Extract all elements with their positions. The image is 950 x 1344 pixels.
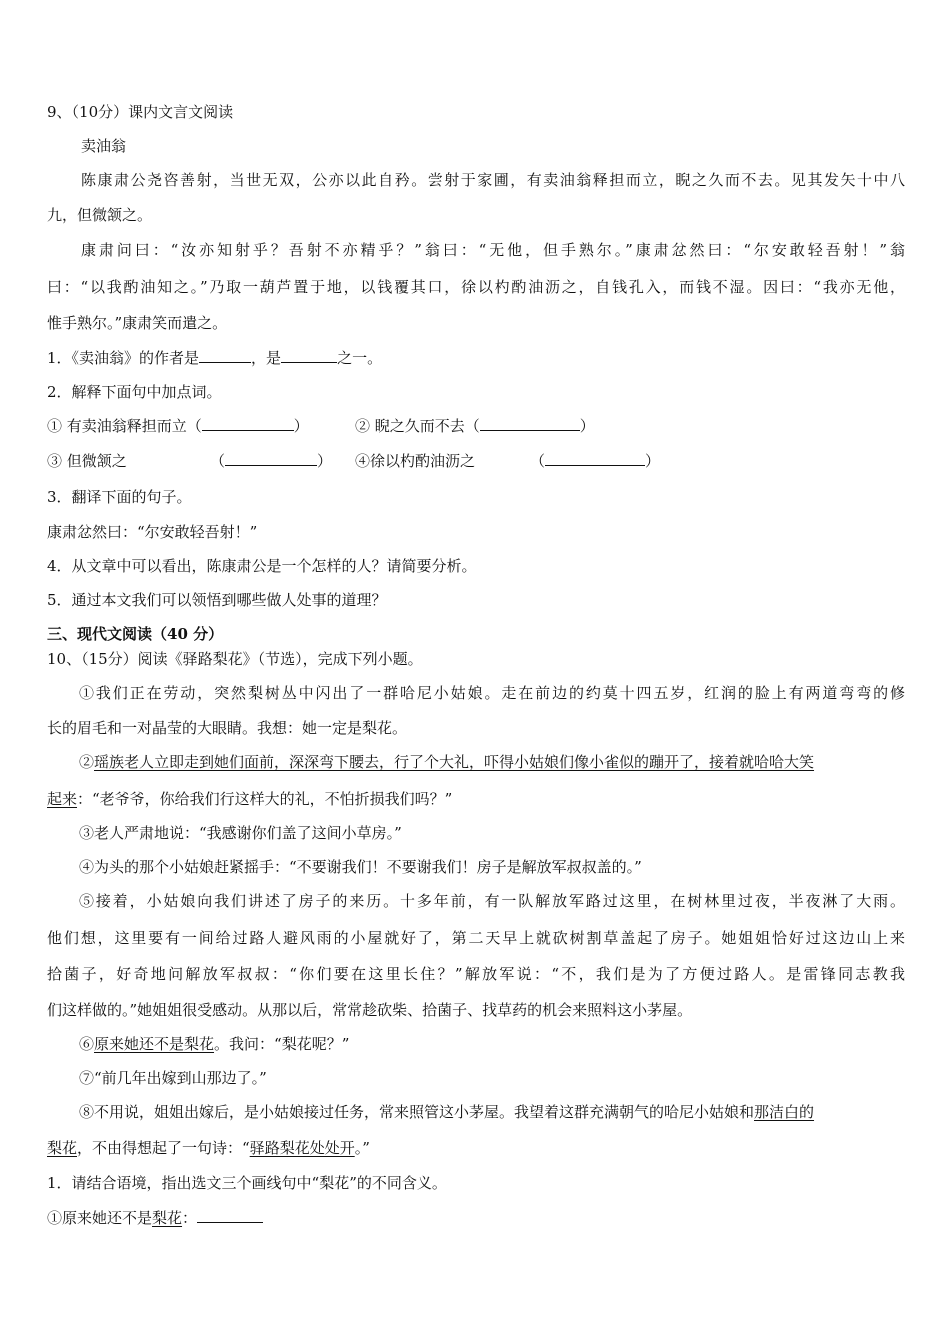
item3-blank[interactable]: [225, 451, 317, 466]
item4-open: （: [530, 452, 546, 470]
item1-blank[interactable]: [202, 416, 294, 431]
q10-answer1: [47, 1208, 263, 1228]
sub1-text-b: ，是: [251, 349, 282, 367]
passage-title: 卖油翁: [81, 137, 127, 155]
q10-para1-line1: ①我们正在劳动，突然梨树丛中闪出了一群哈尼小姑娘。走在前边的约莫十四五岁，红润的脸上有两道弯弯的修: [79, 684, 905, 702]
sub1-text-a: 1．《卖油翁》的作者是: [47, 349, 200, 367]
q9-sub1: [47, 348, 382, 368]
q9-header: 9、（10分）课内文言文阅读: [47, 103, 234, 121]
q10-para5-line2: 他们想，这里要有一间给过路人避风雨的小屋就好了，第二天早上就砍树割草盖起了房子。她姐姐恰好过这边山上来: [47, 929, 905, 947]
q9-sub2: 2．解释下面句中加点词。: [47, 383, 222, 401]
para8-end: 。”: [354, 1139, 370, 1157]
para6-rest: 。我问：“梨花呢？”: [214, 1035, 350, 1053]
q10-para6: [79, 1034, 349, 1054]
para2-num: ②: [79, 753, 95, 771]
answer1-colon: ：: [182, 1209, 198, 1227]
q9-sub3: 3．翻译下面的句子。: [47, 488, 192, 506]
q10-sub1: 1．请结合语境，指出选文三个画线句中“梨花”的不同含义。: [47, 1174, 447, 1192]
q9-para1-line1: 陈康肃公尧咨善射，当世无双，公亦以此自矜。尝射于家圃，有卖油翁释担而立，睨之久而不去。见其发矢十中八: [81, 171, 905, 189]
para6-num: ⑥: [79, 1035, 95, 1053]
para8-mid: ，不由得想起了一句诗：“: [77, 1139, 250, 1157]
q9-item4-answer: [530, 451, 660, 471]
group-blank[interactable]: [281, 348, 337, 363]
author-blank[interactable]: [199, 348, 251, 363]
answer1-blank[interactable]: [197, 1208, 263, 1223]
item2-blank[interactable]: [480, 416, 580, 431]
underlined-sentence-2b: 起来: [47, 790, 78, 808]
q9-para2-line1: 康肃问曰：“汝亦知射乎？吾射不亦精乎？”翁曰：“无他，但手熟尔。”康肃忿然曰：“尔安敢轻吾射！”翁: [81, 241, 905, 259]
item2-text: ② 睨之久而不去（: [355, 417, 480, 435]
q9-item3-answer: [210, 451, 332, 471]
answer1-underlined: 梨花: [152, 1209, 183, 1227]
q10-para2-line1: [79, 752, 905, 772]
para8-text: ⑧不用说，姐姐出嫁后，是小姑娘接过任务，常来照管这小茅屋。我望着这群充满朝气的哈尼小姑娘和: [79, 1103, 755, 1121]
q10-para7: ⑦“前几年出嫁到山那边了。”: [79, 1069, 267, 1087]
item4-blank[interactable]: [545, 451, 645, 466]
item4-close: ）: [645, 452, 661, 470]
q10-para8-line1: [79, 1102, 905, 1122]
q9-item1: [47, 416, 309, 436]
q10-para3: ③老人严肃地说：“我感谢你们盖了这间小草房。”: [79, 824, 402, 842]
underlined-poem: 驿路梨花处处开: [249, 1139, 355, 1157]
section-heading: 三、现代文阅读（40 分）: [47, 625, 224, 643]
q10-para5-line1: ⑤接着，小姑娘向我们讲述了房子的来历。十多年前，有一队解放军路过这里，在树林里过夜，半夜淋了大雨。: [79, 892, 905, 910]
q9-item3: ③ 但微颔之: [47, 452, 127, 470]
q10-para2-line2: [47, 789, 452, 809]
q9-sub3-sentence: 康肃忿然曰：“尔安敢轻吾射！”: [47, 523, 258, 541]
q9-sub4: 4．从文章中可以看出，陈康肃公是一个怎样的人？请简要分析。: [47, 557, 477, 575]
item1-text: ① 有卖油翁释担而立（: [47, 417, 202, 435]
q9-sub5: 5．通过本文我们可以领悟到哪些做人处事的道理？: [47, 591, 387, 609]
underlined-sentence-6: 原来她还不是梨花: [94, 1035, 215, 1053]
item1-close: ）: [293, 417, 309, 435]
underlined-phrase-8b: 梨花: [47, 1139, 78, 1157]
q10-header: 10、（15分）阅读《驿路梨花》（节选），完成下列小题。: [47, 650, 423, 668]
q10-para5-line3: 拾菌子，好奇地问解放军叔叔：“你们要在这里长住？”解放军说：“不，我们是为了方便过路人。是雷锋同志教我: [47, 965, 905, 983]
q9-para1-line2: 九，但微颔之。: [47, 206, 153, 224]
item3-open: （: [210, 452, 226, 470]
q9-para2-line2: 曰：“以我酌油知之。”乃取一葫芦置于地，以钱覆其口，徐以杓酌油沥之，自钱孔入，而钱不湿。因曰：“我亦无他，: [47, 278, 905, 296]
q9-item4: ④徐以杓酌油沥之: [355, 452, 476, 470]
item2-close: ）: [579, 417, 595, 435]
answer1-text: ①原来她还不是: [47, 1209, 153, 1227]
q10-para5-line4: 们这样做的。”她姐姐很受感动。从那以后，常常趁砍柴、拾菌子、找草药的机会来照料这小茅屋。: [47, 1001, 693, 1019]
underlined-sentence-2a: 瑶族老人立即走到她们面前，深深弯下腰去，行了个大礼，吓得小姑娘们像小雀似的蹦开了，接着就哈哈大笑: [94, 753, 815, 771]
q10-para1-line2: 长的眉毛和一对晶莹的大眼睛。我想：她一定是梨花。: [47, 719, 408, 737]
q9-item2: [355, 416, 595, 436]
sub1-text-c: 之一。: [337, 349, 383, 367]
q10-para4: ④为头的那个小姑娘赶紧摇手：“不要谢我们！不要谢我们！房子是解放军叔叔盖的。”: [79, 858, 642, 876]
q10-para8-line2: [47, 1138, 370, 1158]
para2-rest: ：“老爷爷，你给我们行这样大的礼，不怕折损我们吗？”: [77, 790, 453, 808]
item3-close: ）: [317, 452, 333, 470]
underlined-phrase-8a: 那洁白的: [754, 1103, 815, 1121]
q9-para2-line3: 惟手熟尔。”康肃笑而遣之。: [47, 314, 228, 332]
